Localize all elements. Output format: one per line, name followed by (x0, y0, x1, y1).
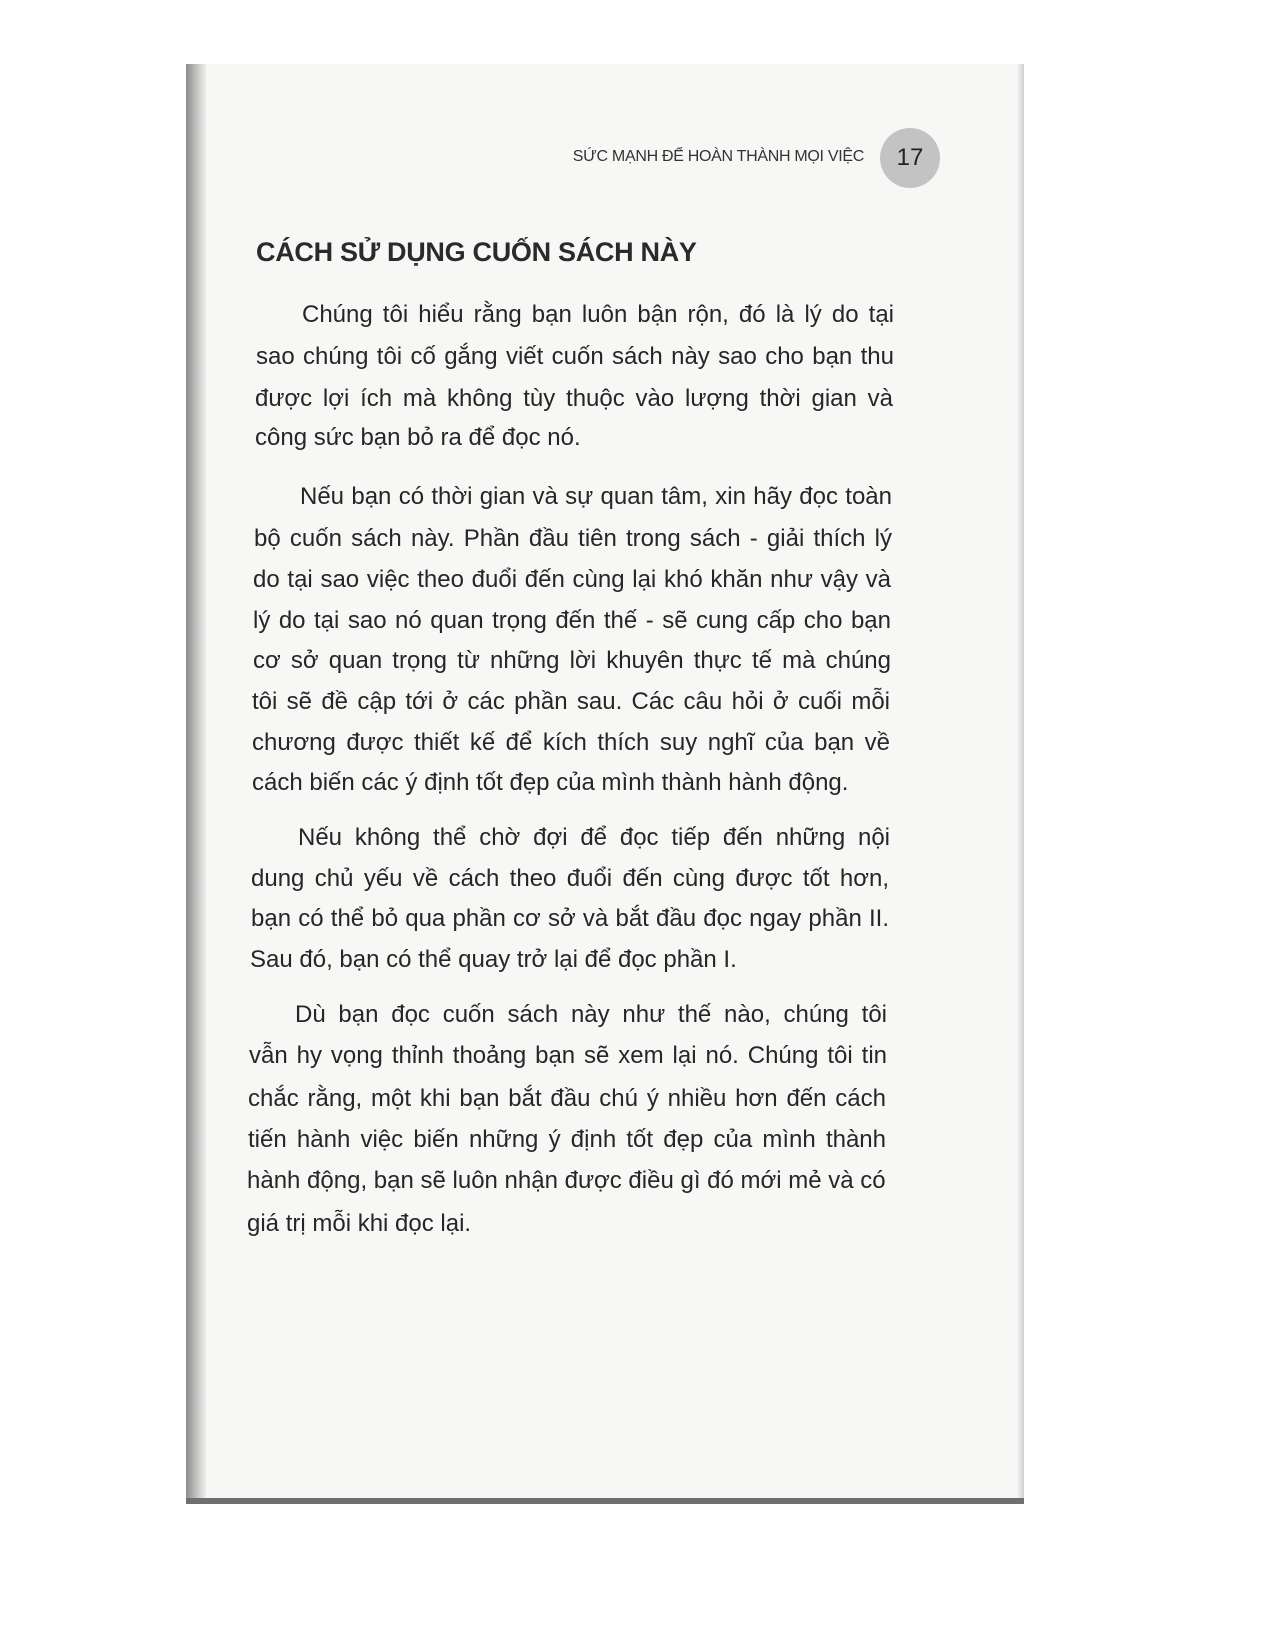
text-line: do tại sao việc theo đuổi đến cùng lại khó khăn như vậy và (253, 566, 891, 593)
text-line: công sức bạn bỏ ra để đọc nó. (255, 424, 581, 451)
page-number-badge: 17 (880, 128, 940, 188)
page-edge (1018, 64, 1024, 1502)
book-spine-shadow (186, 64, 206, 1502)
page-bottom-edge (186, 1498, 1024, 1504)
text-line: tôi sẽ đề cập tới ở các phần sau. Các câu hỏi ở cuối mỗi (252, 688, 890, 715)
text-line: dung chủ yếu về cách theo đuổi đến cùng được tốt hơn, (251, 865, 889, 892)
text-line: Sau đó, bạn có thể quay trở lại để đọc phần I. (250, 946, 737, 973)
running-header: SỨC MẠNH ĐỂ HOÀN THÀNH MỌI VIỆC (572, 148, 864, 165)
text-line: cơ sở quan trọng từ những lời khuyên thực tế mà chúng (253, 647, 891, 674)
section-title: CÁCH SỬ DỤNG CUỐN SÁCH NÀY (256, 237, 697, 267)
text-line: được lợi ích mà không tùy thuộc vào lượng thời gian và (255, 385, 893, 412)
text-line: bộ cuốn sách này. Phần đầu tiên trong sách - giải thích lý (254, 525, 892, 552)
text-line: Dù bạn đọc cuốn sách này như thế nào, chúng tôi (295, 1001, 887, 1028)
text-line: giá trị mỗi khi đọc lại. (247, 1210, 472, 1237)
text-line: Nếu không thể chờ đợi để đọc tiếp đến những nội (298, 824, 890, 851)
text-line: Chúng tôi hiểu rằng bạn luôn bận rộn, đó là lý do tại (302, 301, 894, 328)
text-line: chương được thiết kế để kích thích suy nghĩ của bạn về (252, 729, 890, 756)
text-line: chắc rằng, một khi bạn bắt đầu chú ý nhiều hơn đến cách (248, 1085, 886, 1112)
text-line: bạn có thể bỏ qua phần cơ sở và bắt đầu đọc ngay phần II. (251, 905, 889, 932)
text-line: tiến hành việc biến những ý định tốt đẹp của mình thành (248, 1126, 886, 1153)
text-line: hành động, bạn sẽ luôn nhận được điều gì đó mới mẻ và có (247, 1167, 886, 1194)
text-line: sao chúng tôi cố gắng viết cuốn sách này sao cho bạn thu (256, 343, 894, 370)
text-line: vẫn hy vọng thỉnh thoảng bạn sẽ xem lại nó. Chúng tôi tin (249, 1042, 887, 1069)
text-line: lý do tại sao nó quan trọng đến thế - sẽ cung cấp cho bạn (253, 607, 891, 634)
text-line: Nếu bạn có thời gian và sự quan tâm, xin hãy đọc toàn (300, 483, 892, 510)
text-line: cách biến các ý định tốt đẹp của mình thành hành động. (252, 769, 849, 796)
